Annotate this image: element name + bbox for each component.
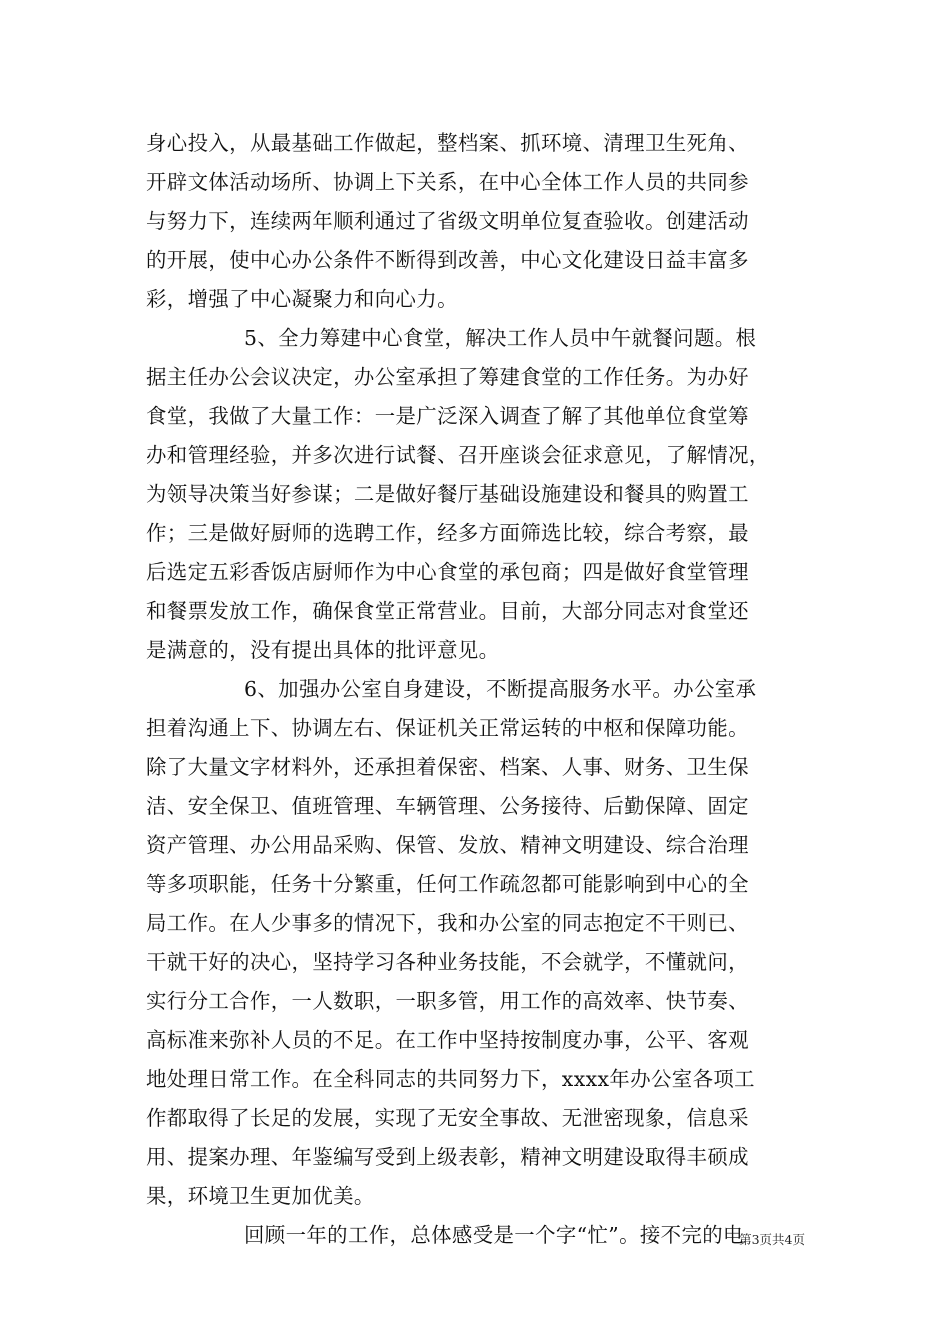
- text-line: 除了大量文字材料外，还承担着保密、档案、人事、财务、卫生保: [146, 755, 749, 779]
- text-line: 用、提案办理、年鉴编写受到上级表彰，精神文明建设取得丰硕成: [146, 1145, 749, 1169]
- body-text: [146, 124, 806, 1255]
- text-line: 身心投入，从最基础工作做起，整档案、抓环境、清理卫生死角、: [146, 131, 749, 155]
- text-line: 资产管理、办公用品采购、保管、发放、精神文明建设、综合治理: [146, 833, 749, 857]
- text-line: 为领导决策当好参谋；二是做好餐厅基础设施建设和餐具的购置工: [146, 482, 749, 506]
- text-line: 等多项职能，任务十分繁重，任何工作疏忽都可能影响到中心的全: [146, 872, 749, 896]
- text-line: 开辟文体活动场所、协调上下关系，在中心全体工作人员的共同参: [146, 170, 749, 194]
- text-line: 高标准来弥补人员的不足。在工作中坚持按制度办事，公平、客观: [146, 1028, 749, 1052]
- text-line: 作；三是做好厨师的选聘工作，经多方面筛选比较，综合考察，最: [146, 521, 749, 545]
- text-line: 后选定五彩香饭店厨师作为中心食堂的承包商；四是做好食堂管理: [146, 560, 749, 584]
- text-line: 的开展，使中心办公条件不断得到改善，中心文化建设日益丰富多: [146, 248, 749, 272]
- text-line: 与努力下，连续两年顺利通过了省级文明单位复查验收。创建活动: [146, 209, 749, 233]
- text-line: 果，环境卫生更加优美。: [146, 1184, 375, 1208]
- paragraph-start-review: 回顾一年的工作，总体感受是一个字“忙”。接不完的电: [244, 1223, 744, 1247]
- text-line: 地处理日常工作。在全科同志的共同努力下，xxxx年办公室各项工: [146, 1067, 755, 1091]
- paragraph-start-6: 6、加强办公室自身建设，不断提高服务水平。办公室承: [244, 677, 757, 701]
- text-line: 干就干好的决心，坚持学习各种业务技能，不会就学，不懂就问，: [146, 950, 749, 974]
- text-line: 据主任办公会议决定，办公室承担了筹建食堂的工作任务。为办好: [146, 365, 749, 389]
- page-number: 第3页共4页: [739, 1232, 805, 1247]
- text-line: 作都取得了长足的发展，实现了无安全事故、无泄密现象，信息采: [146, 1106, 749, 1130]
- text-line: 食堂，我做了大量工作：一是广泛深入调查了解了其他单位食堂筹: [146, 404, 749, 428]
- text-line: 和餐票发放工作，确保食堂正常营业。目前，大部分同志对食堂还: [146, 599, 749, 623]
- text-line: 局工作。在人少事多的情况下，我和办公室的同志抱定不干则已、: [146, 911, 749, 935]
- text-line: 实行分工合作，一人数职，一职多管，用工作的高效率、快节奏、: [146, 989, 749, 1013]
- text-line: 彩，增强了中心凝聚力和向心力。: [146, 287, 458, 311]
- text-line: 担着沟通上下、协调左右、保证机关正常运转的中枢和保障功能。: [146, 716, 749, 740]
- text-line: 洁、安全保卫、值班管理、车辆管理、公务接待、后勤保障、固定: [146, 794, 749, 818]
- text-line: 办和管理经验，并多次进行试餐、召开座谈会征求意见，了解情况，: [146, 443, 770, 467]
- paragraph-start-5: 5、全力筹建中心食堂，解决工作人员中午就餐问题。根: [244, 326, 757, 350]
- text-line: 是满意的，没有提出具体的批评意见。: [146, 638, 500, 662]
